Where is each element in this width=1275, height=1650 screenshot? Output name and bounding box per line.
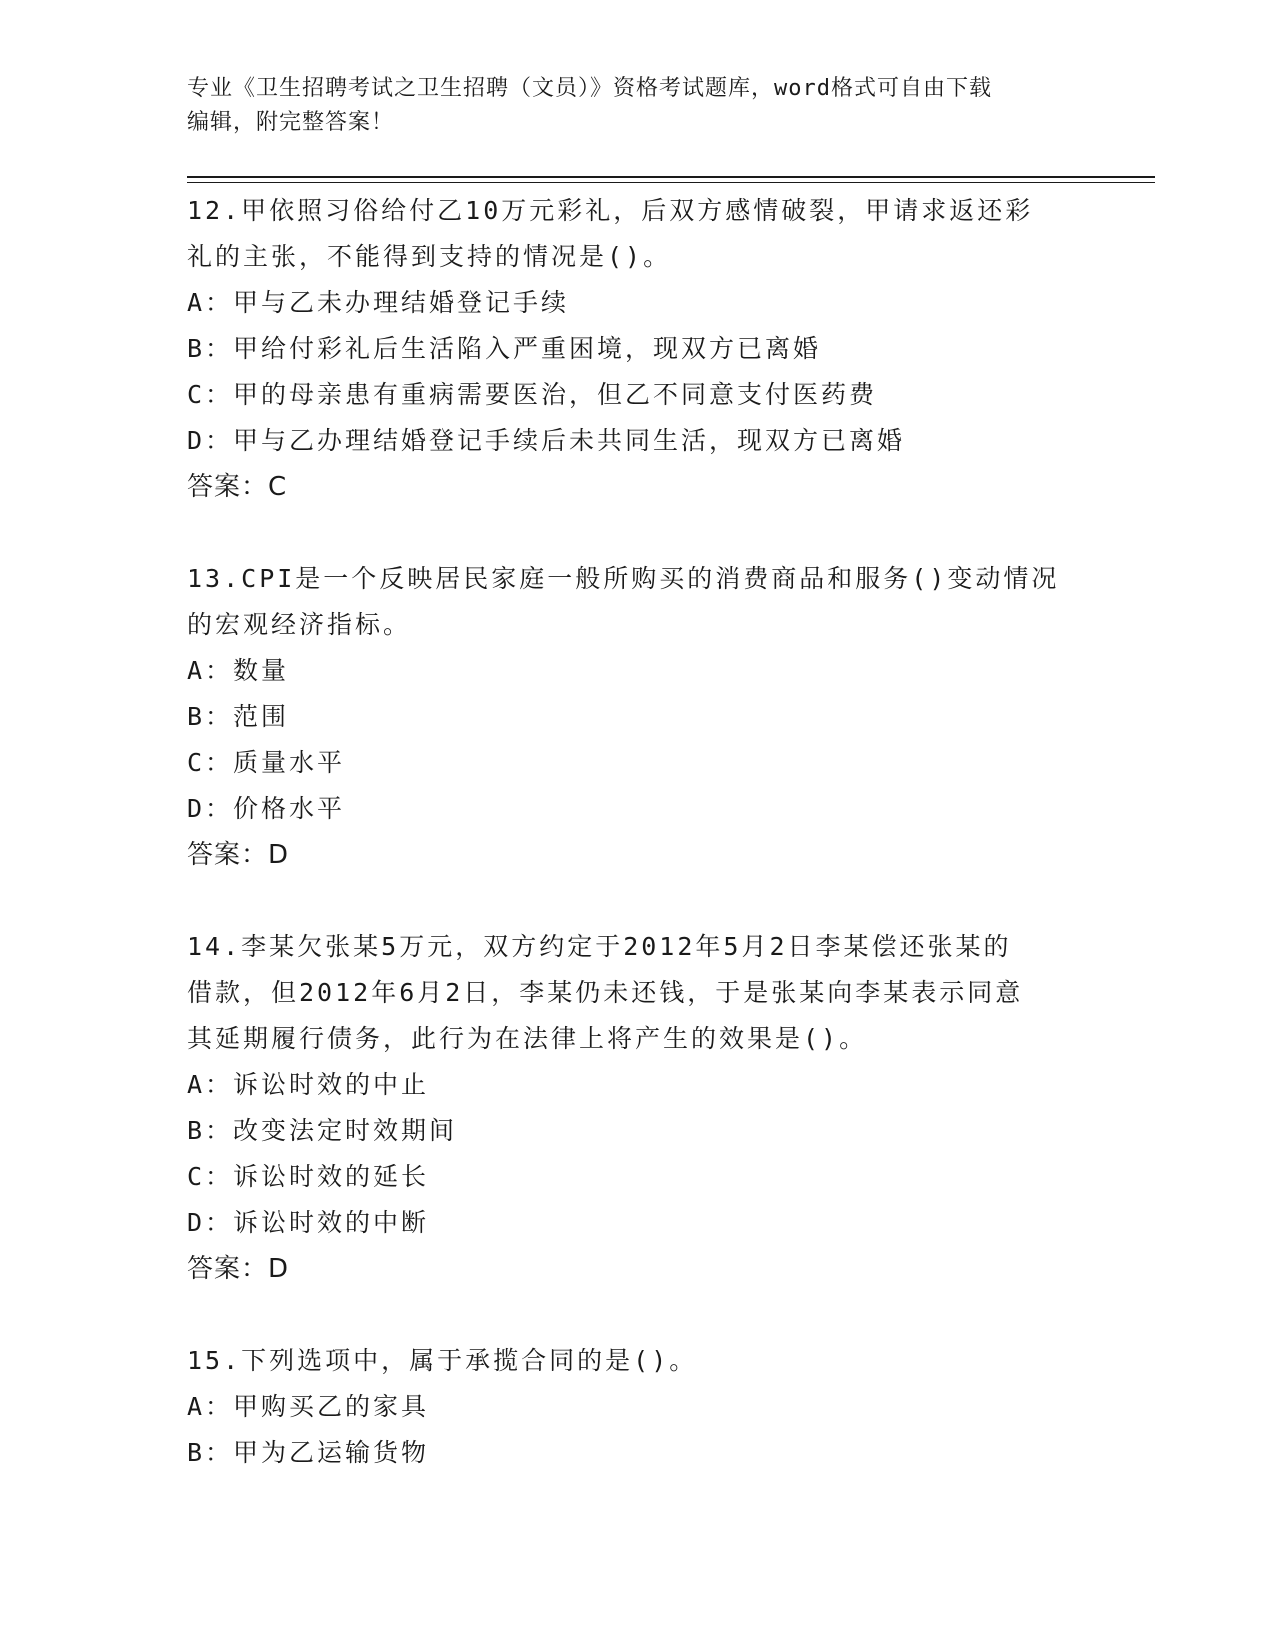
option-a: A：数量 <box>187 656 290 685</box>
option-a: A：甲购买乙的家具 <box>187 1392 430 1421</box>
document-header <box>187 72 1067 140</box>
option-c: C：质量水平 <box>187 748 346 777</box>
option-c: C：甲的母亲患有重病需要医治，但乙不同意支付医药费 <box>187 380 878 409</box>
option-d: D：价格水平 <box>187 794 346 823</box>
question-stem: 礼的主张，不能得到支持的情况是()。 <box>187 242 672 271</box>
question-stem: 13.CPI是一个反映居民家庭一般所购买的消费商品和服务()变动情况 <box>187 564 1060 593</box>
option-a: A：诉讼时效的中止 <box>187 1070 430 1099</box>
header-divider <box>187 176 1155 178</box>
question-stem: 12.甲依照习俗给付乙10万元彩礼，后双方感情破裂，甲请求返还彩 <box>187 196 1034 225</box>
header-line: 编辑，附完整答案！ <box>187 110 395 135</box>
question-12 <box>187 188 1087 510</box>
option-b: B：甲为乙运输货物 <box>187 1438 430 1467</box>
answer-text: 答案：D <box>187 840 290 870</box>
option-d: D：诉讼时效的中断 <box>187 1208 430 1237</box>
question-13 <box>187 556 1087 878</box>
option-b: B：范围 <box>187 702 290 731</box>
question-14 <box>187 924 1087 1292</box>
question-list <box>187 188 1087 1522</box>
question-stem: 其延期履行债务，此行为在法律上将产生的效果是()。 <box>187 1024 868 1053</box>
question-stem: 14.李某欠张某5万元，双方约定于2012年5月2日李某偿还张某的 <box>187 932 1012 961</box>
question-stem: 15.下列选项中，属于承揽合同的是()。 <box>187 1346 698 1375</box>
question-stem: 借款，但2012年6月2日，李某仍未还钱，于是张某向李某表示同意 <box>187 978 1024 1007</box>
header-divider-thin <box>187 182 1155 183</box>
option-b: B：改变法定时效期间 <box>187 1116 458 1145</box>
option-d: D：甲与乙办理结婚登记手续后未共同生活，现双方已离婚 <box>187 426 906 455</box>
option-b: B：甲给付彩礼后生活陷入严重困境，现双方已离婚 <box>187 334 822 363</box>
answer-text: 答案：D <box>187 1254 290 1284</box>
question-stem: 的宏观经济指标。 <box>187 610 412 639</box>
option-c: C：诉讼时效的延长 <box>187 1162 430 1191</box>
answer-text: 答案：C <box>187 472 288 502</box>
header-line: 专业《卫生招聘考试之卫生招聘（文员）》资格考试题库，word格式可自由下载 <box>187 76 992 101</box>
option-a: A：甲与乙未办理结婚登记手续 <box>187 288 570 317</box>
question-15 <box>187 1338 1087 1476</box>
